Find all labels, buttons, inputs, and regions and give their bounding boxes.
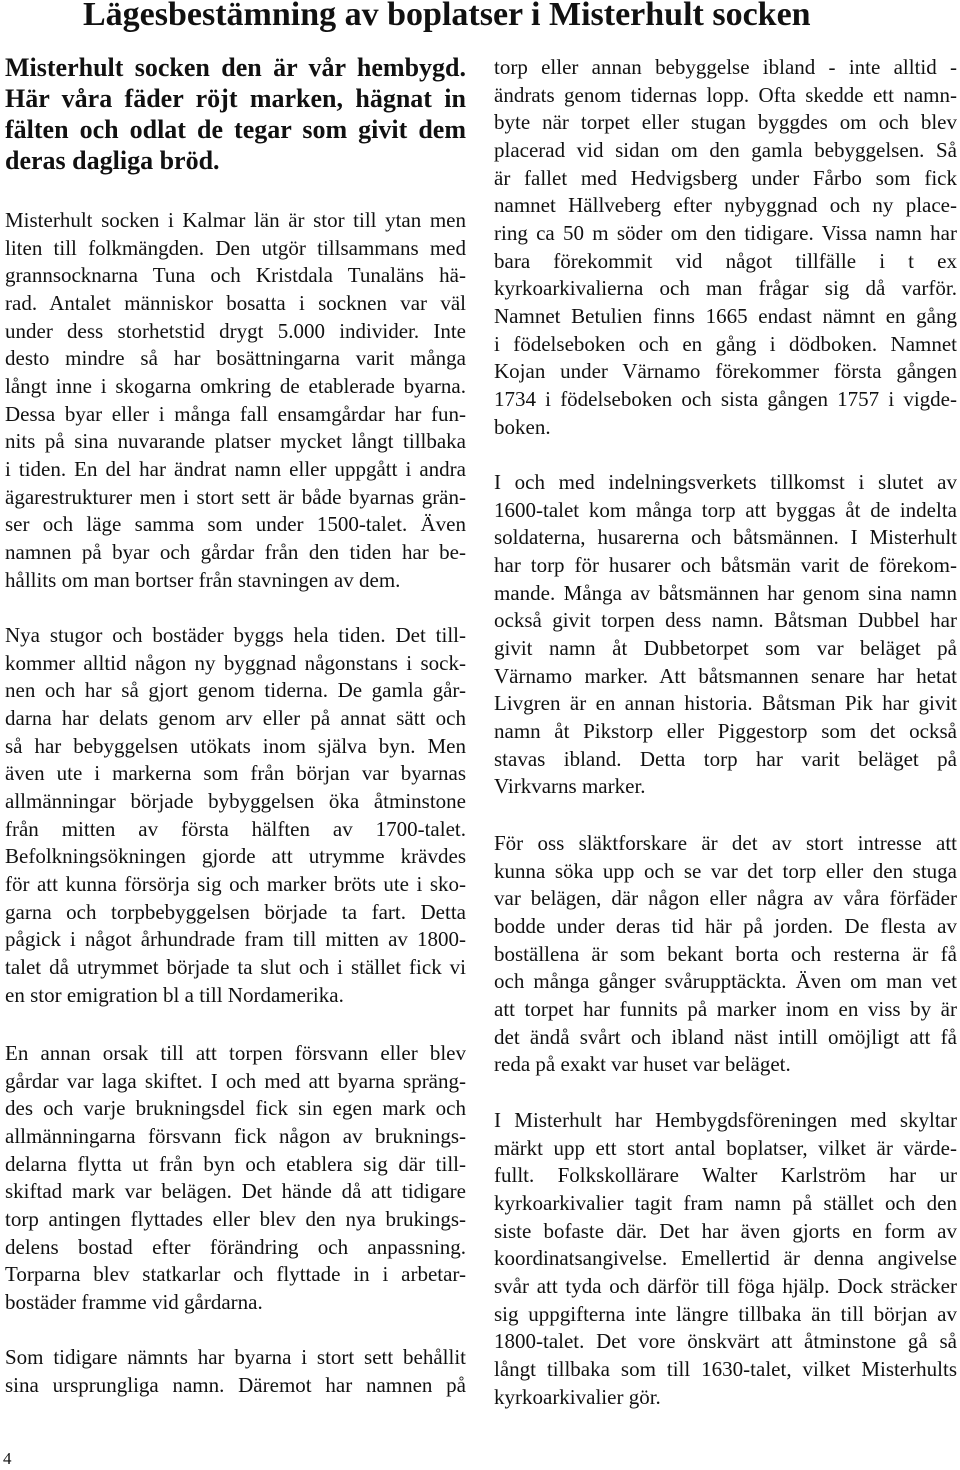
text-line: Nya stugor och bostäder byggs hela tiden. Det till- — [5, 623, 466, 647]
text-line: kyrkoarkivalier gör. — [494, 1384, 661, 1409]
text-line: kunna söka upp och se var det torp eller den stuga — [494, 858, 957, 883]
text-line: ser och läge samma som under 1500-talet. Även — [5, 512, 466, 537]
text-line: Som tidigare nämnts har byarna i stort sett behållit — [5, 1345, 466, 1369]
text-line: allmänningar började bybyggelsen öka åtminstone — [5, 788, 466, 813]
text-line: 1800-talet. Det vore önskvärt att åtminstone gå så — [494, 1329, 957, 1354]
text-line: torp eller annan bebyggelse ibland - inte alltid - — [494, 55, 957, 79]
body-paragraph — [494, 830, 957, 1079]
text-line: Virkvarns marker. — [494, 774, 646, 799]
text-line: under dess storhetstid drygt 5.000 individer. Inte — [5, 318, 466, 343]
text-line: kyrkoarkivalier tagit fram namn på stället och den — [494, 1190, 957, 1215]
text-line: mande. Många av båtsmännen har genom sina namn — [494, 580, 957, 605]
text-line: 1734 i födelseboken och sista gången 1757 i vigde- — [494, 386, 957, 411]
body-paragraph — [494, 1107, 957, 1411]
body-paragraph — [5, 622, 466, 1009]
left-column — [5, 0, 466, 1440]
text-line: byte när torpet eller stugan byggdes om och blev — [494, 110, 957, 135]
text-line: nen och har så gjort genom tiderna. De gamla går- — [5, 678, 466, 703]
text-line: namnet Hällveberg efter nybyggnad och ny place- — [494, 193, 957, 218]
text-line: torp antingen flyttades eller blev den nya brukings- — [5, 1206, 466, 1231]
intro-paragraph — [5, 52, 466, 176]
text-line: det ändå svårt och ibland näst intill omöjligt att få — [494, 1024, 957, 1049]
text-line: bodde under deras tid här på jorden. De flesta av — [494, 913, 957, 938]
text-line: I Misterhult har Hembygdsföreningen med skyltar — [494, 1108, 957, 1132]
text-line: för att kunna försörja sig och marker bröts ute i sko- — [5, 871, 466, 896]
text-line: ägarestrukturer men i stort sett är både byarnas grän- — [5, 484, 466, 509]
text-line: bara förekommit vid något tillfälle i t ex — [494, 248, 957, 273]
text-line: också givit torpen dess namn. Båtsman Dubbel har — [494, 608, 957, 633]
text-line: i tiden. En del har ändrat namn eller uppgått i andra — [5, 456, 466, 481]
text-line: I och med indelningsverkets tillkomst i slutet av — [494, 470, 957, 494]
text-line: var belägen, där någon eller några av våra förfäder — [494, 886, 957, 911]
text-line: Befolkningsökningen gjorde att utrymme krävdes — [5, 844, 466, 869]
text-line: desto mindre så har bosättningarna varit många — [5, 346, 466, 371]
text-line: gårdar var laga skiftet. I och med att byarna spräng- — [5, 1068, 466, 1093]
text-line: Namnet Betulien finns 1665 endast nämnt en gång — [494, 303, 957, 328]
text-line: och många gånger svårupptäckta. Även om man vet — [494, 969, 957, 994]
text-line: boken. — [494, 414, 551, 439]
right-column — [494, 0, 957, 1440]
text-line: fälten och odlat de tegar som givit dem — [5, 115, 466, 144]
text-line: placerad vid sidan om den gamla bebyggelsen. Så — [494, 137, 957, 162]
text-line: rad. Antalet människor bosatta i socknen var väl — [5, 290, 466, 315]
text-line: fullt. Folkskollärare Walter Karlström har ur — [494, 1163, 957, 1188]
body-paragraph — [494, 469, 957, 801]
text-line: Misterhult socken den är vår hembygd. — [5, 53, 466, 82]
text-line: att torpet har funnits på marker inom en viss by är — [494, 996, 957, 1021]
text-line: så har bebyggelsen utökats inom själva byn. Men — [5, 733, 466, 758]
text-line: soldaterna, husarerna och båtsmännen. I Misterhult — [494, 525, 957, 550]
text-line: nits på sina nuvarande platser mycket långt tillbaka — [5, 429, 466, 454]
text-line: reda på exakt var huset var beläget. — [494, 1052, 791, 1077]
text-line: Livgren är en annan historia. Båtsman Pik har givit — [494, 691, 957, 716]
text-line: namnen på byar och gårdar från den tiden har be- — [5, 539, 466, 564]
text-line: givit namn åt Dubbetorpet som var beläget på — [494, 635, 957, 660]
text-line: kommer alltid någon ny byggnad någonstans i sock- — [5, 650, 466, 675]
text-line: grannsocknarna Tuna och Kristdala Tunaläns hä- — [5, 263, 466, 288]
text-line: 1600-talet kom många torp att byggas åt de indelta — [494, 497, 957, 522]
page-number: 4 — [3, 1449, 12, 1468]
text-line: delarna flytta ut från byn och etablera sig där till- — [5, 1151, 466, 1176]
text-line: skiftad mark var belägen. Det hände då att tidigare — [5, 1179, 466, 1204]
text-line: En annan orsak till att torpen försvann eller blev — [5, 1041, 466, 1065]
text-line: ring ca 50 m söder om den tidigare. Vissa namn har — [494, 220, 957, 245]
text-line: bostäder framme vid gårdarna. — [5, 1289, 263, 1314]
text-line: märkt upp ett stort antal boplatser, vilket är värde- — [494, 1135, 957, 1160]
text-line: koordinatsangivelse. Emellertid är denna angivelse — [494, 1246, 957, 1271]
text-line: namn åt Pikstorp eller Piggestorp som det också — [494, 718, 957, 743]
text-line: även ute i markerna som från början var byarnas — [5, 761, 466, 786]
text-line: boställena är som bekant borta och resterna är få — [494, 941, 957, 966]
text-line: siste bofaste där. Det har även gjorts en form av — [494, 1218, 957, 1243]
text-line: liten till folkmängden. Den utgör tillsammans med — [5, 235, 466, 260]
text-line: långt inne i skogarna omkring de etablerade byarna. — [5, 373, 466, 398]
text-line: delens bostad efter förändring och anpassning. — [5, 1234, 466, 1259]
text-line: talet då utrymmet började ta slut och i stället fick vi — [5, 954, 466, 979]
text-line: ändrats genom tidernas lopp. Ofta skedde ett namn- — [494, 82, 957, 107]
text-line: är fallet med Hedvigsberg under Fårbo som fick — [494, 165, 957, 190]
text-line: en stor emigration bl a till Nordamerika. — [5, 982, 344, 1007]
text-line: pågick i något århundrade fram till mitten av 1800- — [5, 927, 466, 952]
text-line: stavas ibland. Detta torp har varit beläget på — [494, 746, 957, 771]
text-line: från mitten av första hälften av 1700-talet. — [5, 816, 466, 841]
body-paragraph — [494, 54, 957, 441]
text-line: sig uppgifterna inte längre tillbaka än till början av — [494, 1301, 957, 1326]
text-line: allmänningarna försvann fick någon av bruknings- — [5, 1123, 466, 1148]
text-line: Misterhult socken i Kalmar län är stor till ytan men — [5, 208, 466, 232]
text-line: hållits om man bortser från stavningen av dem. — [5, 567, 401, 592]
text-line: långt tillbaka som till 1630-talet, vilket Misterhults — [494, 1356, 957, 1381]
text-line: kyrkoarkivalierna och man frågar sig då varför. — [494, 276, 957, 301]
text-line: i födelseboken och en gång i dödboken. Namnet — [494, 331, 957, 356]
text-line: Värnamo marker. Att båtsmannen senare har hetat — [494, 663, 957, 688]
body-paragraph — [5, 207, 466, 594]
text-line: sina ursprungliga namn. Däremot har namnen på — [5, 1372, 466, 1397]
text-line: För oss släktforskare är det av stort intresse att — [494, 831, 957, 855]
text-line: des och varje brukningsdel fick sin egen mark och — [5, 1096, 466, 1121]
text-line: darna har delats genom arv eller på annat sätt och — [5, 705, 466, 730]
text-line: Kojan under Värnamo förekommer första gången — [494, 359, 957, 384]
body-paragraph-continued — [5, 1344, 466, 1399]
text-line: har torp för husarer och båtsmän varit de förekom- — [494, 552, 957, 577]
page-title: Lägesbestämning av boplatser i Misterhult socken — [83, 0, 811, 33]
text-line: svår att tyda och därför till föga hjälp. Dock sträcker — [494, 1273, 957, 1298]
text-line: Här våra fäder röjt marken, hägnat in — [5, 84, 466, 113]
body-paragraph — [5, 1040, 466, 1317]
text-line: garna och torpbebyggelsen började ta fart. Detta — [5, 899, 466, 924]
text-line: Torparna blev statkarlar och flyttade in i arbetar- — [5, 1262, 466, 1287]
text-line: Dessa byar eller i många fall ensamgårdar har fun- — [5, 401, 466, 426]
text-line: deras dagliga bröd. — [5, 146, 220, 175]
